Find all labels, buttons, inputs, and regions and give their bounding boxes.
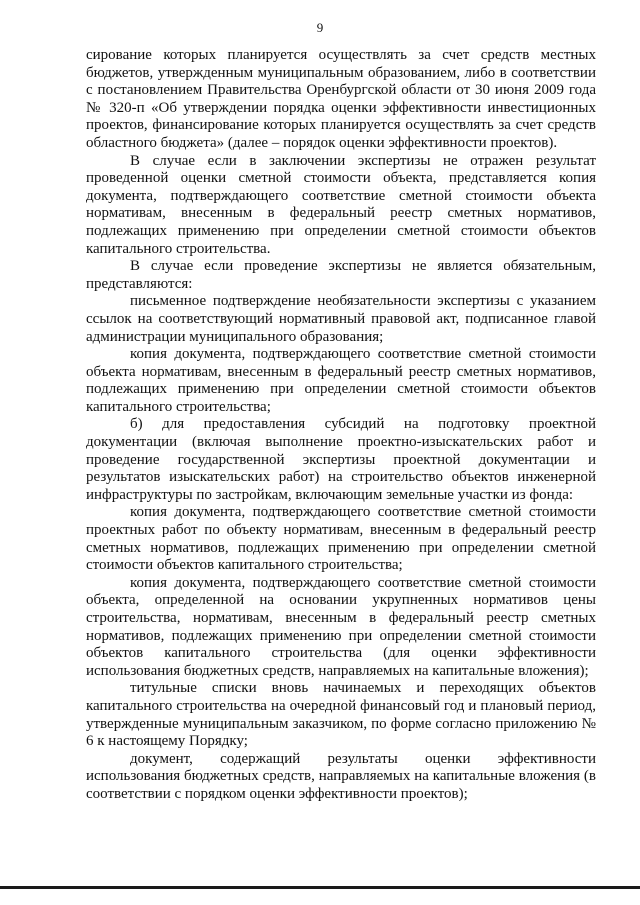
list-item-document-copy: копия документа, подтверждающего соответствие сметной стоимости объекта нормативам, внесенным в федеральный реестр сметных нормативов, подлежащих применению при определении сметной стоимости объектов капитального строительства; xyxy=(86,346,596,415)
paragraph-continuation: сирование которых планируется осуществлять за счет средств местных бюджетов, утвержденным муниципальным образованием, либо в соответствии с постановлением Правительства Оренбургской области от 30 июня 2009 года № 320-п «Об утверждении порядка оценки эффективности инвестиционных проектов, финансирование которых планируется осуществлять за счет средств областного бюджета» (далее – порядок оценки эффективности проектов). xyxy=(86,47,596,151)
list-item-written-confirmation: письменное подтверждение необязательности экспертизы с указанием ссылок на соответствующий нормативный правовой акт, подписанное главой администрации муниципального образования; xyxy=(86,293,596,345)
list-item-aggregated-cost-copy: копия документа, подтверждающего соответствие сметной стоимости объекта, определенной на основании укрупненных нормативов цены строительства, нормативам, внесенным в федеральный реестр сметных нормативов, подлежащих применению при определении сметной стоимости объектов капитального строительства (для оценки эффективности использования бюджетных средств, направляемых на капитальные вложения); xyxy=(86,574,596,679)
list-item-design-cost-copy: копия документа, подтверждающего соответствие сметной стоимости проектных работ по объекту нормативам, внесенным в федеральный реестр сметных нормативов, подлежащих применению при определении сметной стоимости объектов капитального строительства; xyxy=(86,504,596,574)
page-number: 9 xyxy=(316,20,324,35)
paragraph-expertise-not-required: В случае если проведение экспертизы не является обязательным, представляются: xyxy=(86,258,596,292)
bottom-rule xyxy=(0,886,640,889)
list-item-efficiency-assessment: документ, содержащий результаты оценки эффективности использования бюджетных средств, направляемых на капитальные вложения (в соответствии с порядком оценки эффективности проектов); xyxy=(86,750,596,802)
paragraph-estimate-not-reflected: В случае если в заключении экспертизы не отражен результат проведенной оценки сметной стоимости объекта, представляется копия документа, подтверждающего соответствие сметной стоимости объекта нормативам, внесенным в федеральный реестр сметных нормативов, подлежащих применению при определении сметной стоимости объектов капитального строительства. xyxy=(86,152,596,257)
document-body xyxy=(86,47,596,804)
list-item-title-lists: титульные списки вновь начинаемых и переходящих объектов капитального строительства на очередной финансовый год и плановый период, утвержденные муниципальным заказчиком, по форме согласно приложению № 6 к настоящему Порядку; xyxy=(86,680,596,750)
paragraph-subsidies-b: б) для предоставления субсидий на подготовку проектной документации (включая выполнение проектно-изыскательских работ и проведение государственной экспертизы проектной документации и результатов изыскательских работ) на строительство объектов инженерной инфраструктуры по застройкам, включающим земельные участки из фонда: xyxy=(86,416,596,503)
